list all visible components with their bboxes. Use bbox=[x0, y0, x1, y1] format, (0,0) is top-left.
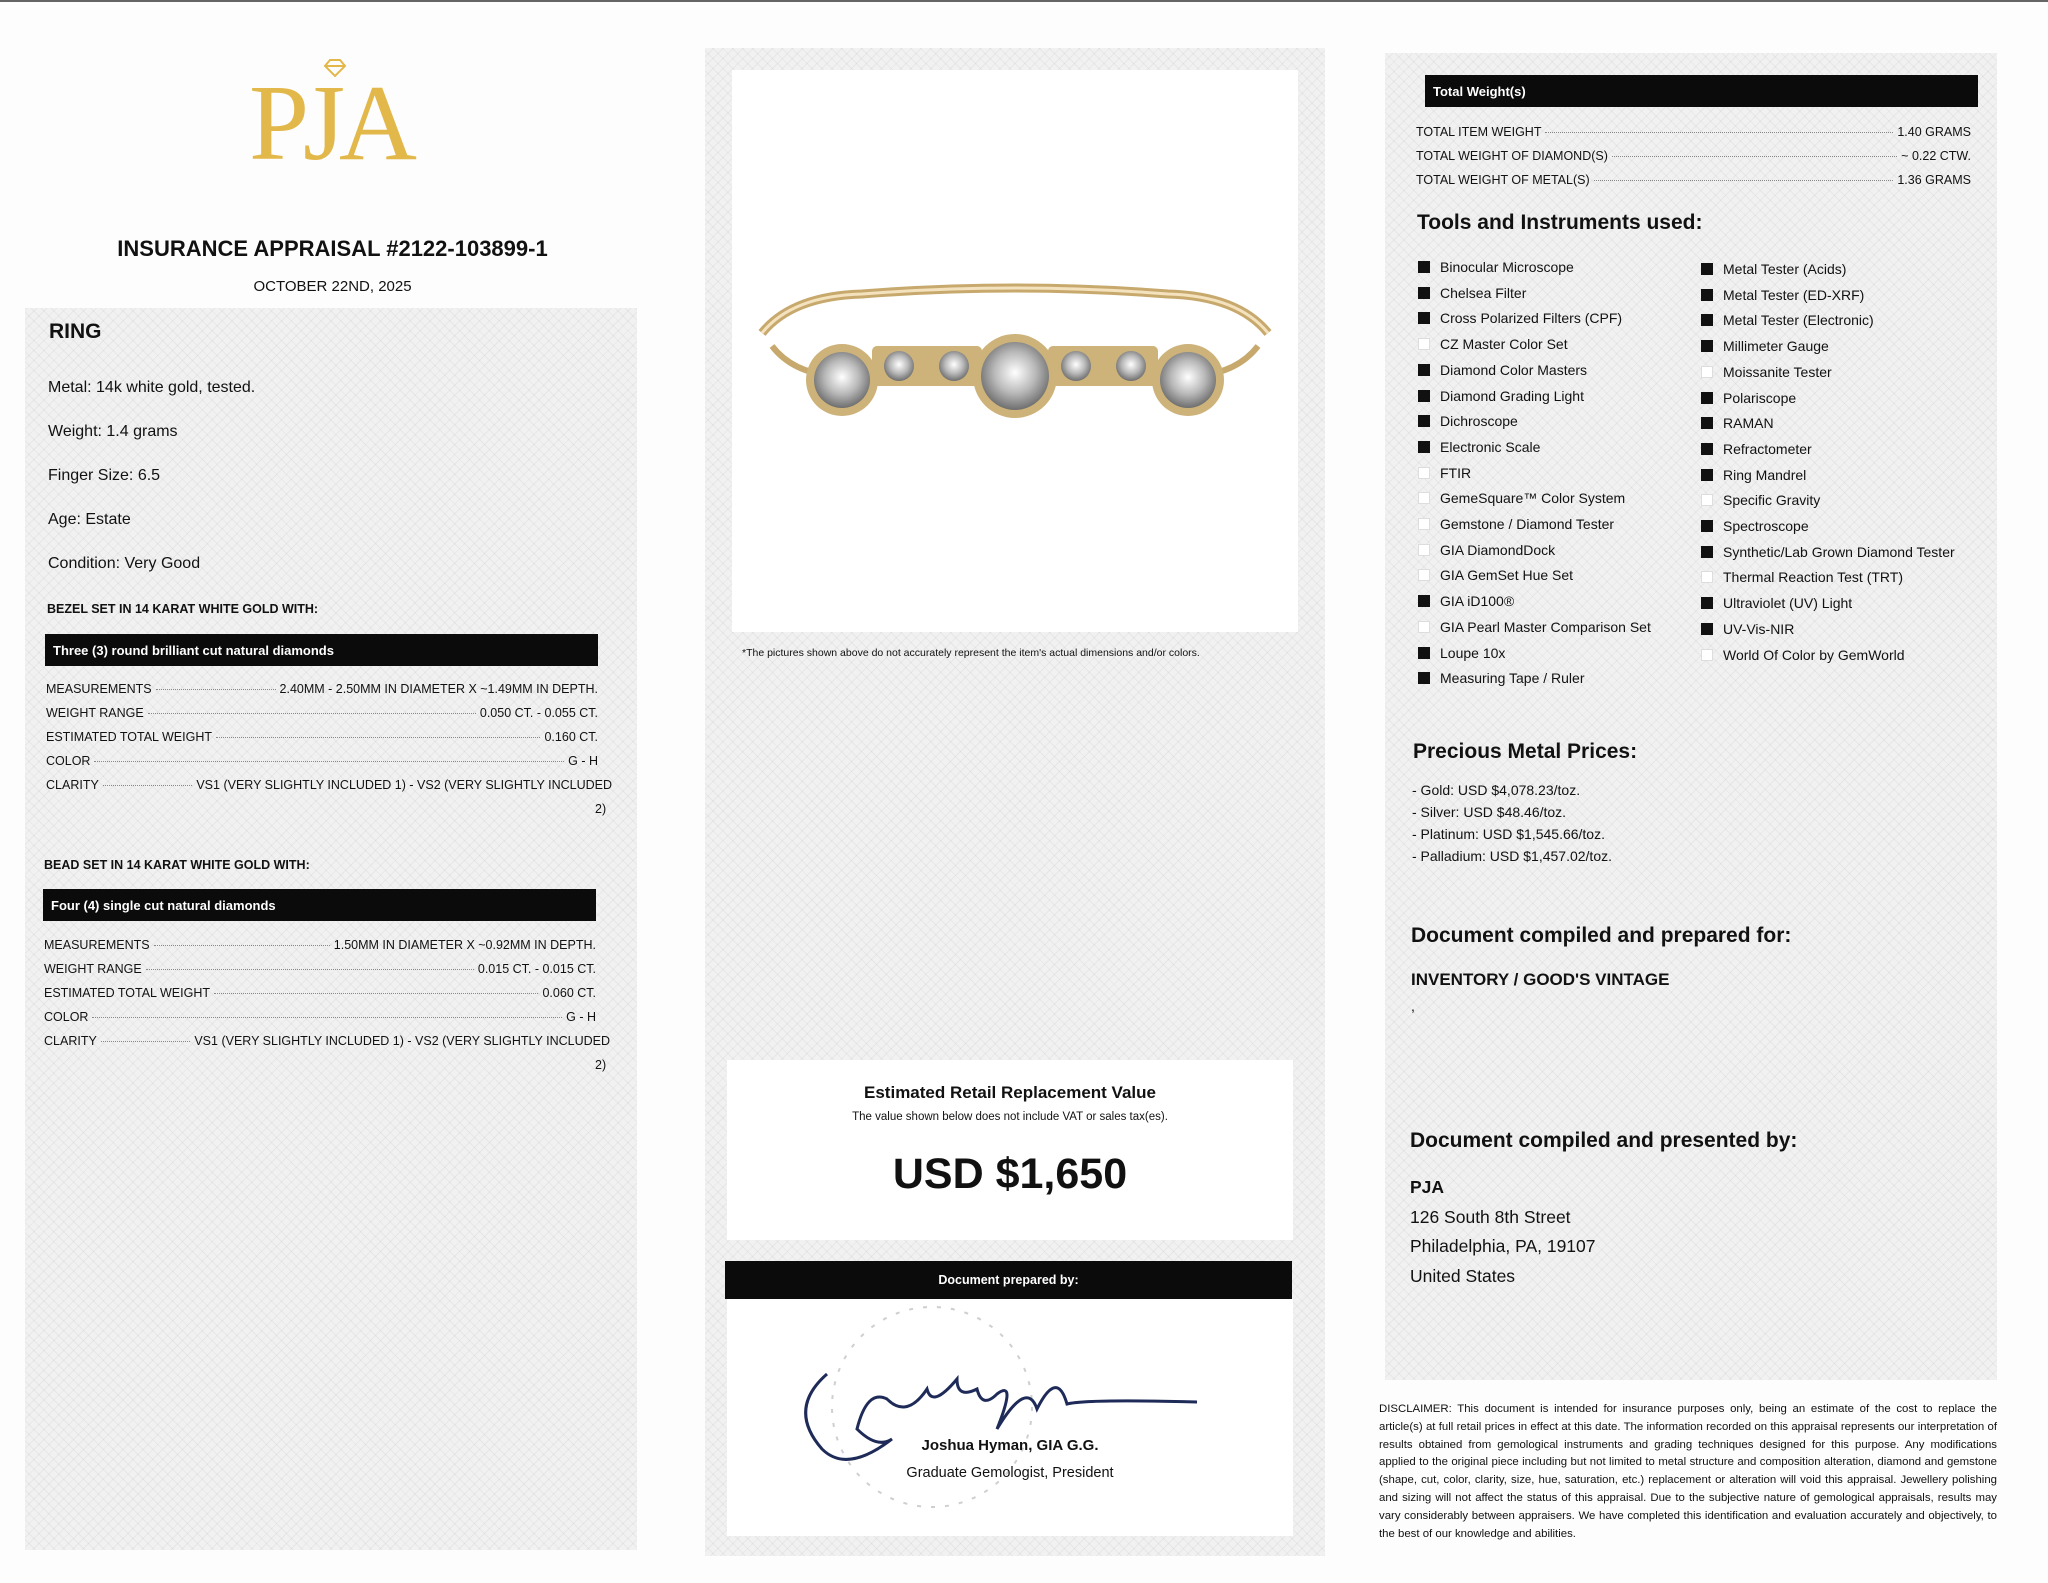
total-diamond-weight: TOTAL WEIGHT OF DIAMOND(S) ~ 0.22 CTW. bbox=[1416, 149, 1971, 163]
checked-box-icon bbox=[1701, 340, 1713, 352]
presented-by-address bbox=[1410, 1173, 1596, 1291]
tool-item bbox=[1418, 465, 1471, 481]
tool-item bbox=[1701, 544, 1955, 560]
checked-box-icon bbox=[1701, 520, 1713, 532]
appraisal-date: OCTOBER 22ND, 2025 bbox=[253, 278, 412, 295]
checked-box-icon bbox=[1418, 415, 1430, 427]
tool-label: Ring Mandrel bbox=[1723, 466, 1807, 483]
item-heading: RING bbox=[49, 320, 102, 343]
address-street: 126 South 8th Street bbox=[1410, 1206, 1571, 1227]
total-metal-weight: TOTAL WEIGHT OF METAL(S) 1.36 GRAMS bbox=[1416, 173, 1971, 187]
checked-box-icon bbox=[1701, 263, 1713, 275]
presented-by-heading: Document compiled and presented by: bbox=[1410, 1129, 1798, 1152]
tool-label: GIA Pearl Master Comparison Set bbox=[1440, 618, 1651, 635]
detail-age: Age: Estate bbox=[48, 511, 131, 528]
signer-name: Joshua Hyman, GIA G.G. bbox=[921, 1437, 1099, 1454]
tool-item bbox=[1418, 259, 1574, 275]
value-title: Estimated Retail Replacement Value bbox=[864, 1083, 1156, 1102]
stone-setting-2: BEAD SET IN 14 KARAT WHITE GOLD WITH: bbox=[44, 858, 310, 872]
stone-1-measurements: MEASUREMENTS 2.40MM - 2.50MM IN DIAMETER X ~1.49MM IN DEPTH. bbox=[46, 682, 598, 696]
tool-item bbox=[1701, 261, 1846, 277]
checked-box-icon bbox=[1701, 392, 1713, 404]
prepared-for-name: INVENTORY / GOOD'S VINTAGE bbox=[1411, 970, 1670, 989]
checked-box-icon bbox=[1418, 261, 1430, 273]
checked-box-icon bbox=[1418, 441, 1430, 453]
unchecked-box-icon bbox=[1418, 544, 1430, 556]
checked-box-icon bbox=[1701, 469, 1713, 481]
stone-2-clarity: CLARITY VS1 (VERY SLIGHTLY INCLUDED 1) - VS2 (VERY SLIGHTLY INCLUDED bbox=[44, 1034, 610, 1048]
price-silver: - Silver: USD $48.46/toz. bbox=[1412, 804, 1567, 820]
stone-1-clarity: CLARITY VS1 (VERY SLIGHTLY INCLUDED 1) - VS2 (VERY SLIGHTLY INCLUDED bbox=[46, 778, 612, 792]
tool-item bbox=[1701, 415, 1774, 431]
checked-box-icon bbox=[1701, 623, 1713, 635]
detail-metal: Metal: 14k white gold, tested. bbox=[48, 379, 256, 396]
logo-text: PJA bbox=[248, 64, 412, 183]
detail-finger-size: Finger Size: 6.5 bbox=[48, 467, 161, 484]
pja-logo bbox=[230, 50, 430, 200]
tool-item bbox=[1701, 467, 1806, 483]
tool-item bbox=[1418, 413, 1518, 429]
tool-label: Thermal Reaction Test (TRT) bbox=[1723, 569, 1903, 586]
unchecked-box-icon bbox=[1418, 492, 1430, 504]
stone-1-clarity-cont: 2) bbox=[595, 802, 607, 816]
metal-prices-heading: Precious Metal Prices: bbox=[1413, 740, 1638, 763]
checked-box-icon bbox=[1418, 390, 1430, 402]
tool-label: RAMAN bbox=[1723, 415, 1774, 432]
stone-setting-1: BEZEL SET IN 14 KARAT WHITE GOLD WITH: bbox=[47, 602, 319, 616]
unchecked-box-icon bbox=[1701, 649, 1713, 661]
unchecked-box-icon bbox=[1701, 366, 1713, 378]
item-details bbox=[48, 366, 255, 586]
tool-item bbox=[1701, 312, 1874, 328]
tool-label: Binocular Microscope bbox=[1440, 259, 1574, 275]
prepared-by-bar: Document prepared by: bbox=[725, 1261, 1292, 1299]
scan-edge bbox=[0, 0, 2048, 2]
value-note: The value shown below does not include VAT or sales tax(es). bbox=[852, 1111, 1168, 1123]
prepared-for-heading: Document compiled and prepared for: bbox=[1411, 924, 1792, 947]
unchecked-box-icon bbox=[1418, 338, 1430, 350]
tools-heading: Tools and Instruments used: bbox=[1417, 211, 1703, 234]
checked-box-icon bbox=[1701, 417, 1713, 429]
tool-item bbox=[1701, 647, 1905, 663]
tool-item bbox=[1701, 492, 1820, 508]
tool-item bbox=[1418, 670, 1584, 686]
presenter-name: PJA bbox=[1410, 1177, 1445, 1197]
tool-label: Specific Gravity bbox=[1723, 492, 1821, 509]
price-palladium: - Palladium: USD $1,457.02/toz. bbox=[1412, 848, 1612, 864]
checked-box-icon bbox=[1418, 647, 1430, 659]
tool-item bbox=[1701, 338, 1829, 354]
checked-box-icon bbox=[1418, 595, 1430, 607]
tool-label: Metal Tester (Electronic) bbox=[1723, 312, 1874, 329]
signer-role: Graduate Gemologist, President bbox=[906, 1465, 1114, 1481]
checked-box-icon bbox=[1701, 314, 1713, 326]
tool-label: GIA iD100® bbox=[1440, 593, 1515, 610]
tool-item bbox=[1418, 490, 1625, 506]
unchecked-box-icon bbox=[1701, 571, 1713, 583]
tool-label: Metal Tester (ED-XRF) bbox=[1723, 286, 1865, 303]
unchecked-box-icon bbox=[1701, 494, 1713, 506]
tool-item bbox=[1701, 621, 1794, 637]
tool-label: Electronic Scale bbox=[1440, 438, 1541, 455]
tool-item bbox=[1701, 364, 1832, 380]
tool-label: Loupe 10x bbox=[1440, 644, 1506, 661]
tool-label: CZ Master Color Set bbox=[1440, 336, 1568, 353]
tool-label: Gemstone / Diamond Tester bbox=[1440, 516, 1615, 532]
checked-box-icon bbox=[1701, 546, 1713, 558]
stone-2-measurements: MEASUREMENTS 1.50MM IN DIAMETER X ~0.92MM IN DEPTH. bbox=[44, 938, 596, 952]
checked-box-icon bbox=[1701, 289, 1713, 301]
stone-2-weight-range: WEIGHT RANGE 0.015 CT. - 0.015 CT. bbox=[44, 962, 596, 976]
checked-box-icon bbox=[1418, 672, 1430, 684]
stone-2-clarity-cont: 2) bbox=[595, 1058, 607, 1072]
prepared-for-extra: , bbox=[1411, 998, 1415, 1014]
address-city: Philadelphia, PA, 19107 bbox=[1410, 1236, 1596, 1256]
stone-description-bar-2: Four (4) single cut natural diamonds bbox=[43, 889, 596, 921]
tool-item bbox=[1701, 441, 1812, 457]
tool-label: Ultraviolet (UV) Light bbox=[1723, 595, 1853, 612]
tool-item bbox=[1701, 287, 1864, 303]
unchecked-box-icon bbox=[1418, 518, 1430, 530]
tool-label: Moissanite Tester bbox=[1723, 363, 1832, 380]
tool-label: Millimeter Gauge bbox=[1723, 338, 1829, 355]
tool-item bbox=[1418, 310, 1622, 326]
tool-item bbox=[1701, 595, 1852, 611]
appraisal-title: INSURANCE APPRAISAL #2122-103899-1 bbox=[117, 236, 548, 261]
tool-label: Refractometer bbox=[1723, 440, 1812, 457]
tool-item bbox=[1701, 569, 1903, 585]
photo-caption: *The pictures shown above do not accurately represent the item's actual dimensions and/or colors. bbox=[742, 647, 1200, 659]
stone-1-color: COLOR G - H bbox=[46, 754, 598, 768]
unchecked-box-icon bbox=[1418, 621, 1430, 633]
tool-label: Measuring Tape / Ruler bbox=[1440, 670, 1585, 687]
disclaimer: DISCLAIMER: This document is intended for insurance purposes only, being an estimate of the cost to replace the article(s) at full retail prices in effect at this date. The information recorded on this appraisal represents our interpretation of results obtained from gemological instruments and grading techniques designed for this purpose. Any modifications applied to the original piece including but not limited to metal structure and composition alteration, diamond and gemstone (shape, cut, color, clarity, size, hue, saturation, etc.) replacement or alteration will void this appraisal. Jewellery polishing and sizing will not affect the status of this appraisal. Due to the subjective nature of gemological appraisals, results may vary considerably between appraisers. We have completed this identification and evaluation accurately and objectively, to the best of our knowledge and abilities. bbox=[1379, 1403, 1997, 1540]
stone-2-color: COLOR G - H bbox=[44, 1010, 596, 1024]
tool-item bbox=[1418, 619, 1651, 635]
tool-label: Polariscope bbox=[1723, 389, 1797, 406]
tool-item bbox=[1701, 518, 1809, 534]
detail-condition: Condition: Very Good bbox=[48, 555, 201, 572]
tool-item bbox=[1418, 567, 1573, 583]
tool-item bbox=[1418, 362, 1587, 378]
tool-label: UV-Vis-NIR bbox=[1723, 620, 1795, 637]
tool-label: Synthetic/Lab Grown Diamond Tester bbox=[1723, 543, 1955, 560]
stone-1-weight-range: WEIGHT RANGE 0.050 CT. - 0.055 CT. bbox=[46, 706, 598, 720]
price-platinum: - Platinum: USD $1,545.66/toz. bbox=[1412, 826, 1605, 842]
checked-box-icon bbox=[1701, 597, 1713, 609]
tool-label: Diamond Grading Light bbox=[1440, 387, 1584, 404]
tool-label: FTIR bbox=[1440, 464, 1472, 481]
tool-label: Chelsea Filter bbox=[1440, 284, 1527, 301]
tool-item bbox=[1418, 336, 1568, 352]
tool-label: Diamond Color Masters bbox=[1440, 361, 1588, 378]
checked-box-icon bbox=[1701, 443, 1713, 455]
tool-label: Cross Polarized Filters (CPF) bbox=[1440, 310, 1623, 327]
ring-photo bbox=[732, 70, 1298, 632]
checked-box-icon bbox=[1418, 312, 1430, 324]
tool-item bbox=[1418, 542, 1555, 558]
metal-prices-list bbox=[1412, 779, 1612, 867]
total-item-weight: TOTAL ITEM WEIGHT 1.40 GRAMS bbox=[1416, 125, 1971, 139]
signature-image bbox=[727, 1299, 1293, 1536]
stone-description-bar-1: Three (3) round brilliant cut natural diamonds bbox=[45, 634, 598, 666]
tool-label: World Of Color by GemWorld bbox=[1723, 646, 1905, 663]
tool-label: Dichroscope bbox=[1440, 413, 1518, 430]
price-gold: - Gold: USD $4,078.23/toz. bbox=[1412, 782, 1581, 798]
total-weights-bar: Total Weight(s) bbox=[1425, 75, 1978, 107]
tool-item bbox=[1418, 593, 1514, 609]
tool-label: Metal Tester (Acids) bbox=[1723, 261, 1847, 277]
tool-label: GemeSquare™ Color System bbox=[1440, 490, 1626, 507]
unchecked-box-icon bbox=[1418, 467, 1430, 479]
tool-item bbox=[1418, 285, 1526, 301]
tool-item bbox=[1701, 390, 1796, 406]
tool-label: GIA DiamondDock bbox=[1440, 541, 1556, 558]
address-country: United States bbox=[1410, 1265, 1516, 1286]
unchecked-box-icon bbox=[1418, 569, 1430, 581]
value-amount: USD $1,650 bbox=[892, 1150, 1128, 1198]
tool-item bbox=[1418, 388, 1584, 404]
detail-weight: Weight: 1.4 grams bbox=[48, 423, 178, 440]
stone-1-total-weight: ESTIMATED TOTAL WEIGHT 0.160 CT. bbox=[46, 730, 598, 744]
tool-label: GIA GemSet Hue Set bbox=[1440, 567, 1574, 584]
tool-item bbox=[1418, 516, 1614, 532]
checked-box-icon bbox=[1418, 364, 1430, 376]
checked-box-icon bbox=[1418, 287, 1430, 299]
stone-2-total-weight: ESTIMATED TOTAL WEIGHT 0.060 CT. bbox=[44, 986, 596, 1000]
tool-item bbox=[1418, 645, 1505, 661]
tool-item bbox=[1418, 439, 1540, 455]
tool-label: Spectroscope bbox=[1723, 518, 1809, 534]
